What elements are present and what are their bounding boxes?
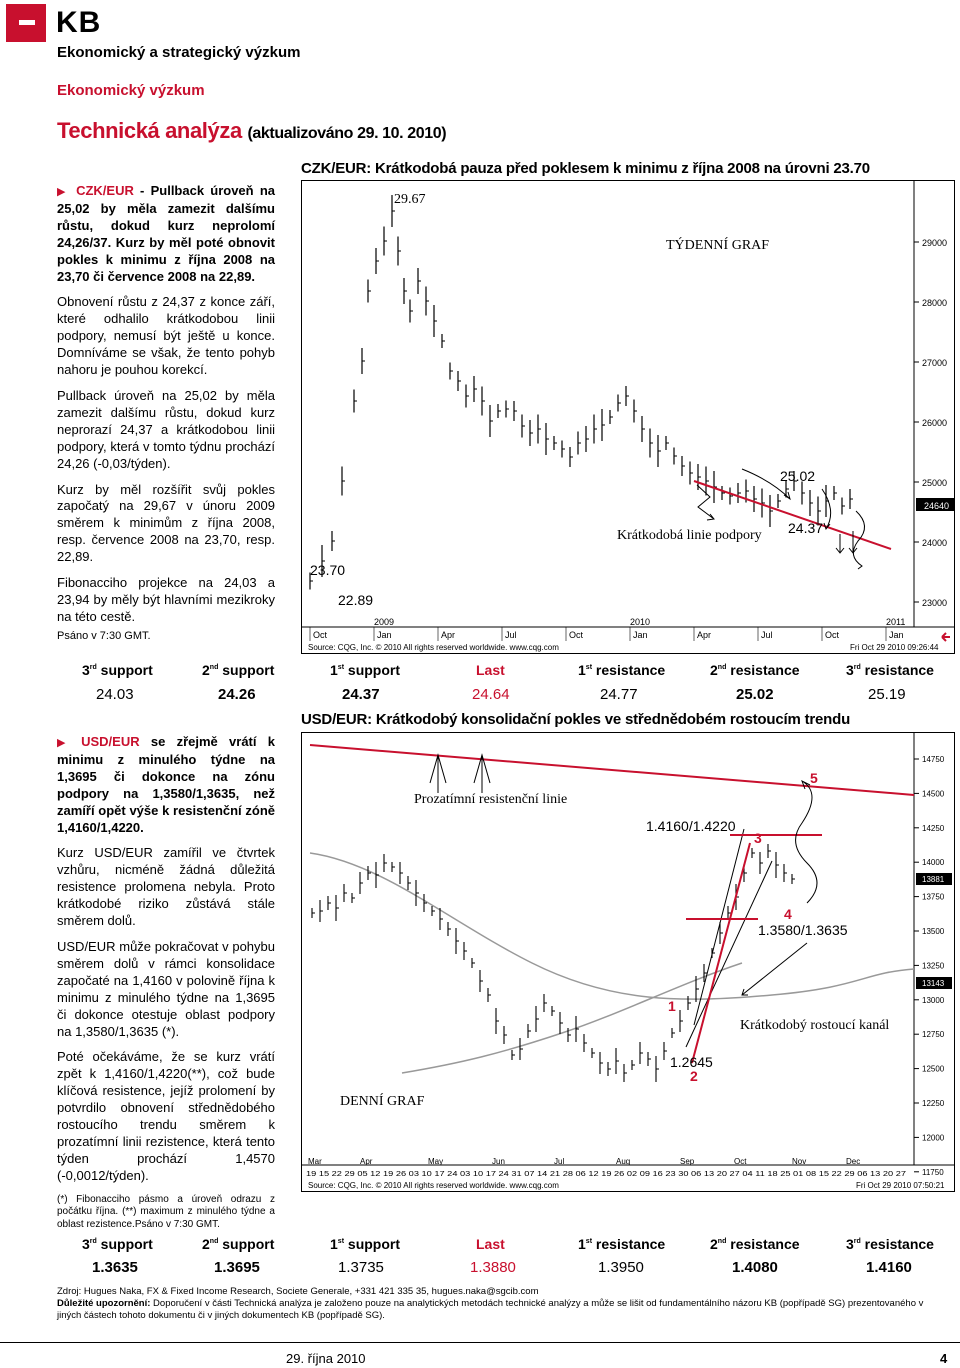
page-title-text: Technická analýza xyxy=(57,118,242,143)
czk-value-s2: 24.26 xyxy=(218,686,256,703)
usd-y-tick: 13000 xyxy=(922,995,945,1005)
czk-chart-title: CZK/EUR: Krátkodobá pauza před poklesem k minimu z října 2008 na úrovni 23.70 xyxy=(301,160,870,177)
usd-label-s2: 2nd support xyxy=(202,1236,275,1252)
czk-annot-weekly: TÝDENNÍ GRAF xyxy=(666,238,770,253)
czk-year-label: 2010 xyxy=(630,617,651,627)
czk-y-tick: 23000 xyxy=(922,598,948,608)
czk-written: Psáno v 7:30 GMT. xyxy=(57,629,151,642)
usd-value-r2: 1.4080 xyxy=(732,1259,778,1276)
czk-x-tick: Apr xyxy=(697,630,712,640)
usd-annot-zone-top: 1.4160/1.4220 xyxy=(646,818,736,834)
czk-annot-low-2008a: 23.70 xyxy=(310,562,346,578)
usd-channel-upper xyxy=(694,829,744,1025)
subdepartment-title: Ekonomický výzkum xyxy=(57,82,205,99)
usd-y-tick: 14750 xyxy=(922,755,945,764)
czk-source: Source: CQG, Inc. © 2010 All rights reserved worldwide. www.cqg.com xyxy=(308,643,559,652)
czk-paragraph-3: Kurz by měl rozšířit svůj pokles započatý na 29,67 v únoru 2009 směrem k minimům z října 2008, resp. července 2008 na 23,70, resp. 22,89. xyxy=(57,481,275,565)
czk-x-tick: Jan xyxy=(889,630,904,640)
usd-value-last: 1.3880 xyxy=(470,1259,516,1276)
usd-paragraph-1: Kurz USD/EUR zamířil ve čtvrtek vzhůru, nicméně žádná důležitá resistence prolomena nebyla. Proto krátkodobé riziko zůstává stále směrem dolů. xyxy=(57,845,275,929)
usd-x-days: 19 15 22 29 05 12 19 26 03 10 17 24 03 10 17 24 31 07 14 21 28 06 12 19 26 02 09 16 23 30 06 13 20 27 04 11 18 25 01 08 15 22 29 06 13 20 27 xyxy=(306,1169,906,1178)
usd-annot-resistance: Prozatímní resistenční linie xyxy=(414,792,568,807)
usd-y-tick: 12750 xyxy=(922,1030,945,1040)
usd-x-tick: Apr xyxy=(360,1157,373,1166)
usd-y-tick: 13750 xyxy=(922,892,945,902)
usd-wave-4: 4 xyxy=(784,906,792,922)
czk-arrow-icon-4 xyxy=(836,534,844,553)
czk-x-tick: Jan xyxy=(633,630,648,640)
usd-wave-5: 5 xyxy=(810,770,818,786)
czk-y-axis xyxy=(914,238,954,608)
bullet-triangle-icon: ▶ xyxy=(57,737,74,749)
usd-stamp: Fri Oct 29 2010 07:50:21 xyxy=(856,1181,945,1190)
footer-date: 29. října 2010 xyxy=(286,1351,366,1366)
czk-label-r3: 3rd resistance xyxy=(846,662,934,678)
department-title: Ekonomický a strategický výzkum xyxy=(57,44,301,61)
usd-label-s1: 1st support xyxy=(330,1236,401,1252)
czk-value-last: 24.64 xyxy=(472,686,510,703)
usd-y-tick: 13881 xyxy=(922,875,945,884)
page-number: 4 xyxy=(940,1351,948,1366)
czk-label-last: Last xyxy=(476,662,505,678)
usd-chart-svg xyxy=(302,733,954,1191)
usd-y-tick: 14250 xyxy=(922,823,945,833)
usd-label-r1: 1st resistance xyxy=(578,1236,666,1252)
usd-chart xyxy=(301,732,955,1192)
czk-value-r1: 24.77 xyxy=(600,686,638,703)
czk-x-tick: Apr xyxy=(441,630,456,640)
usd-annot-low: 1.2645 xyxy=(670,1054,713,1070)
czk-y-tick: 29000 xyxy=(922,238,948,248)
czk-x-tick: Oct xyxy=(313,630,328,640)
usd-up-arrow-icon xyxy=(430,755,446,793)
czk-lead-pair: CZK/EUR xyxy=(76,183,134,198)
czk-lead-rest: - Pullback úroveň na 25,02 by měla zamezit dalšímu růstu, dokud kurz neprolomí 24,26/37. Kurz by měl poté obnovit pokles k minimu z října 2008 na 23,70 či července 2008 na 22,89. xyxy=(57,183,275,284)
usd-annot-zone-low: 1.3580/1.3635 xyxy=(758,922,848,938)
usd-y-tick: 14000 xyxy=(922,858,945,868)
usd-annot-daily: DENNÍ GRAF xyxy=(340,1094,425,1109)
czk-x-tick: Oct xyxy=(569,630,584,640)
czk-chart-svg xyxy=(302,181,954,653)
usd-x-tick: May xyxy=(428,1157,444,1166)
czk-back-arrow-icon xyxy=(942,633,950,641)
czk-label-s1: 1st support xyxy=(330,662,401,678)
usd-value-r3: 1.4160 xyxy=(866,1259,912,1276)
usd-channel-arrow-icon xyxy=(742,943,807,995)
czk-price-bars xyxy=(310,195,853,590)
footer-divider xyxy=(0,1342,960,1343)
usd-lead xyxy=(57,734,275,836)
usd-value-s3: 1.3635 xyxy=(92,1259,138,1276)
czk-stamp: Fri Oct 29 2010 09:26:44 xyxy=(850,643,939,652)
czk-lead xyxy=(57,183,275,285)
usd-wave-2: 2 xyxy=(690,1068,698,1084)
usd-source: Source: CQG, Inc. © 2010 All rights reserved worldwide. www.cqg.com xyxy=(308,1181,559,1190)
czk-value-s3: 24.03 xyxy=(96,686,134,703)
czk-x-tick: Oct xyxy=(825,630,840,640)
czk-y-tick: 28000 xyxy=(922,298,948,308)
czk-year-label: 2009 xyxy=(374,617,395,627)
czk-y-tick: 27000 xyxy=(922,358,948,368)
usd-note: (*) Fibonacciho pásmo a úroveň odrazu z počátku října. (**) maximum z minulého týdne a oblast rezistence.Psáno v 7:30 GMT. xyxy=(57,1193,275,1230)
czk-y-tick: 26000 xyxy=(922,418,948,428)
usd-y-tick: 12000 xyxy=(922,1133,945,1143)
czk-label-s2: 2nd support xyxy=(202,662,275,678)
czk-paragraph-4: Fibonacciho projekce na 24,03 a 23,94 by měly být hlavními mezikroky na této cestě. xyxy=(57,575,275,624)
page-title-date: (aktualizováno 29. 10. 2010) xyxy=(247,125,447,142)
czk-annot-pullback: 25.02 xyxy=(780,468,816,484)
usd-value-s2: 1.3695 xyxy=(214,1259,260,1276)
usd-lead-rest: se zřejmě vrátí k minimu z minulého týdne na 1,3695 či dokonce na zónu podpory na 1,3580/1,3635, než zamíří opět výše k resistenční zóně 1,4160/1,4220. xyxy=(57,734,275,835)
bullet-triangle-icon: ▶ xyxy=(57,186,69,198)
usd-label-r3: 3rd resistance xyxy=(846,1236,934,1252)
czk-x-tick: Jan xyxy=(377,630,392,640)
usd-x-tick: Dec xyxy=(846,1157,861,1166)
czk-commentary xyxy=(57,183,275,651)
czk-annot-high: 29.67 xyxy=(394,192,426,207)
usd-x-tick: Mar xyxy=(308,1157,322,1166)
footer-warning: Důležité upozornění: Doporučení v části Technická analýza je založeno pouze na analytických metodách technické analýzy a může se lišit od fundamentálního názoru KB (popřípadě SG) prezentovaného v jiných částech tohoto dokumentu či v jiných dokumentech KB (popřípadě SG). xyxy=(57,1298,924,1321)
usd-y-tick: 13143 xyxy=(922,979,945,988)
usd-x-tick: Jun xyxy=(492,1157,505,1166)
czk-label-r2: 2nd resistance xyxy=(710,662,800,678)
usd-x-tick: Jul xyxy=(554,1157,565,1166)
usd-y-axis xyxy=(914,755,952,1177)
usd-paragraph-3: Poté očekáváme, že se kurz vrátí zpět k 1,4160/1,4220(**), což bude klíčová resistence, jejíž prolomení by potvrdilo obnovení střednědobého rostoucího trendu směrem k prozatímní linii rezistence, která tento týden prochází 1,4570 (-0,0012/týden). xyxy=(57,1049,275,1183)
czk-paragraph-1: Obnovení růstu z 24,37 z konce září, které odhalilo krátkodobou linii podpory, nemusí být ještě u konce. Domníváme se však, že tento pohyb nahoru je pouhou korekcí. xyxy=(57,294,275,378)
czk-y-tick: 24000 xyxy=(922,538,948,548)
czk-value-s1: 24.37 xyxy=(342,686,380,703)
czk-value-r2: 25.02 xyxy=(736,686,774,703)
logo-bar xyxy=(19,20,35,25)
czk-paragraph-2: Pullback úroveň na 25,02 by měla zamezit dalšímu růstu, dokud kurz neprorazí 24,37 a krátkodobou linii podpory, která v tomto týdnu prochází 24,26 (-0,03/týden). xyxy=(57,387,275,471)
usd-price-bars xyxy=(312,844,795,1082)
usd-commentary xyxy=(57,734,275,1240)
czk-annot-support: Krátkodobá linie podpory xyxy=(617,528,762,543)
usd-value-s1: 1.3735 xyxy=(338,1259,384,1276)
usd-wave-1: 1 xyxy=(668,998,676,1014)
usd-y-tick: 13500 xyxy=(922,927,945,936)
footer-source: Zdroj: Hugues Naka, FX & Fixed Income Research, Societe Generale, +331 421 335 35, hugues.naka@sgcib.com xyxy=(57,1286,539,1297)
czk-annot-low-sep: 24.37 xyxy=(788,520,824,536)
czk-label-s3: 3rd support xyxy=(82,662,153,678)
usd-y-tick: 11750 xyxy=(922,1167,944,1177)
usd-x-tick: Aug xyxy=(616,1157,631,1166)
page-title xyxy=(57,118,446,144)
usd-y-tick: 12250 xyxy=(922,1099,945,1108)
usd-x-axis xyxy=(306,1157,906,1178)
kb-logo xyxy=(6,4,46,42)
usd-wave-arrow-icon xyxy=(796,781,817,903)
usd-wave-3: 3 xyxy=(754,830,762,846)
usd-lead-pair: USD/EUR xyxy=(81,734,140,749)
czk-x-tick: Jul xyxy=(761,630,773,640)
czk-year-label: 2011 xyxy=(886,617,906,627)
logo-text: KB xyxy=(56,6,102,39)
czk-annot-low-2008b: 22.89 xyxy=(338,592,374,608)
usd-label-last: Last xyxy=(476,1236,505,1252)
usd-value-r1: 1.3950 xyxy=(598,1259,644,1276)
usd-label-r2: 2nd resistance xyxy=(710,1236,800,1252)
usd-x-tick: Nov xyxy=(792,1157,807,1166)
usd-y-tick: 12500 xyxy=(922,1064,945,1074)
czk-chart xyxy=(301,180,955,654)
usd-paragraph-2: USD/EUR může pokračovat v pohybu směrem dolů v rámci konsolidace započaté na 1,4160 v polovině října k minimu z minulého týdne na 1,3695 či dokonce otestuje oblast podpory na 1,3580/1,3635 (*). xyxy=(57,938,275,1039)
usd-y-tick: 13250 xyxy=(922,961,945,971)
usd-label-s3: 3rd support xyxy=(82,1236,153,1252)
usd-annot-channel: Krátkodobý rostoucí kanál xyxy=(740,1018,890,1033)
usd-resistance-line xyxy=(310,745,914,795)
usd-x-tick: Oct xyxy=(734,1157,747,1166)
usd-chart-title: USD/EUR: Krátkodobý konsolidační pokles ve střednědobém rostoucím trendu xyxy=(301,711,851,728)
usd-y-tick: 14500 xyxy=(922,789,945,799)
czk-value-r3: 25.19 xyxy=(868,686,906,703)
czk-y-tick: 24640 xyxy=(924,501,950,511)
czk-x-tick: Jul xyxy=(505,630,517,640)
czk-x-axis xyxy=(310,617,905,641)
usd-x-tick: Sep xyxy=(680,1157,695,1166)
czk-y-tick: 25000 xyxy=(922,478,948,488)
czk-label-r1: 1st resistance xyxy=(578,662,666,678)
